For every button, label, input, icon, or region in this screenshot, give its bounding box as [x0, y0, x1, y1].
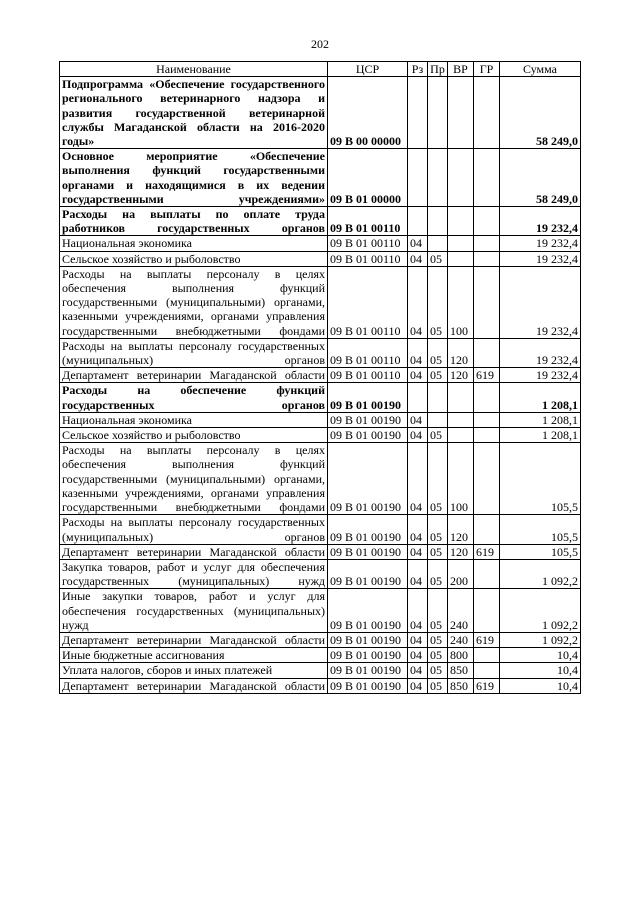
- cell-rz: 04: [408, 678, 428, 693]
- cell-name: Департамент ветеринарии Магаданской области: [60, 678, 328, 693]
- cell-sum: 19 232,4: [500, 207, 581, 236]
- cell-pr: [428, 236, 448, 251]
- cell-name: Расходы на выплаты персоналу в целях обеспечения выполнения функций государственными (муниципальными) органами, казенными учреждениями, органами управления государственными внебюджетными фондами: [60, 443, 328, 515]
- cell-vr: [448, 207, 474, 236]
- table-row: [60, 428, 581, 443]
- cell-gr: [474, 515, 500, 544]
- table-row: [60, 443, 581, 515]
- table-row: [60, 77, 581, 149]
- cell-rz: [408, 383, 428, 412]
- cell-rz: 04: [408, 428, 428, 443]
- cell-gr: [474, 589, 500, 633]
- table-row: [60, 663, 581, 678]
- cell-pr: [428, 149, 448, 207]
- cell-rz: 04: [408, 412, 428, 427]
- table-row: [60, 412, 581, 427]
- cell-name: Расходы на выплаты персоналу государственных (муниципальных) органов: [60, 338, 328, 367]
- cell-rz: 04: [408, 648, 428, 663]
- cell-vr: 120: [448, 338, 474, 367]
- cell-pr: [428, 383, 448, 412]
- cell-pr: 05: [428, 663, 448, 678]
- cell-csr: 09 В 01 00110: [328, 251, 408, 266]
- cell-sum: 105,5: [500, 544, 581, 559]
- header-sum: Сумма: [500, 62, 581, 77]
- table-row: [60, 632, 581, 647]
- cell-csr: 09 В 01 00190: [328, 383, 408, 412]
- cell-csr: 09 В 01 00190: [328, 632, 408, 647]
- cell-rz: 04: [408, 559, 428, 588]
- cell-sum: 105,5: [500, 515, 581, 544]
- cell-sum: 19 232,4: [500, 338, 581, 367]
- cell-vr: 850: [448, 678, 474, 693]
- cell-csr: 09 В 01 00190: [328, 648, 408, 663]
- cell-sum: 1 208,1: [500, 383, 581, 412]
- cell-rz: 04: [408, 632, 428, 647]
- cell-gr: [474, 338, 500, 367]
- budget-table: [59, 61, 581, 694]
- table-row: [60, 266, 581, 338]
- cell-csr: 09 В 01 00110: [328, 236, 408, 251]
- cell-name: Уплата налогов, сборов и иных платежей: [60, 663, 328, 678]
- cell-sum: 10,4: [500, 678, 581, 693]
- cell-pr: 05: [428, 338, 448, 367]
- cell-sum: 1 092,2: [500, 589, 581, 633]
- cell-rz: 04: [408, 236, 428, 251]
- cell-gr: [474, 236, 500, 251]
- cell-gr: [474, 559, 500, 588]
- cell-vr: 120: [448, 544, 474, 559]
- cell-gr: [474, 443, 500, 515]
- cell-gr: [474, 663, 500, 678]
- cell-name: Закупка товаров, работ и услуг для обеспечения государственных (муниципальных) нужд: [60, 559, 328, 588]
- table-row: [60, 149, 581, 207]
- cell-rz: [408, 149, 428, 207]
- cell-gr: [474, 266, 500, 338]
- cell-sum: 58 249,0: [500, 149, 581, 207]
- table-row: [60, 236, 581, 251]
- cell-rz: [408, 77, 428, 149]
- cell-name: Сельское хозяйство и рыболовство: [60, 251, 328, 266]
- cell-csr: 09 В 01 00190: [328, 678, 408, 693]
- cell-name: Департамент ветеринарии Магаданской области: [60, 632, 328, 647]
- cell-vr: 100: [448, 266, 474, 338]
- cell-sum: 1 092,2: [500, 559, 581, 588]
- cell-name: Национальная экономика: [60, 236, 328, 251]
- cell-pr: [428, 207, 448, 236]
- cell-gr: [474, 77, 500, 149]
- table-body: [60, 77, 581, 694]
- cell-sum: 10,4: [500, 648, 581, 663]
- cell-pr: 05: [428, 678, 448, 693]
- cell-csr: 09 В 01 00190: [328, 428, 408, 443]
- cell-rz: 04: [408, 368, 428, 383]
- cell-vr: [448, 77, 474, 149]
- cell-sum: 19 232,4: [500, 266, 581, 338]
- cell-sum: 58 249,0: [500, 77, 581, 149]
- cell-csr: 09 В 01 00190: [328, 589, 408, 633]
- cell-pr: 05: [428, 544, 448, 559]
- cell-vr: [448, 383, 474, 412]
- cell-vr: [448, 251, 474, 266]
- cell-pr: 05: [428, 266, 448, 338]
- cell-name: Иные закупки товаров, работ и услуг для обеспечения государственных (муниципальных) нужд: [60, 589, 328, 633]
- cell-csr: 09 В 01 00110: [328, 368, 408, 383]
- header-vr: ВР: [448, 62, 474, 77]
- cell-pr: 05: [428, 368, 448, 383]
- cell-csr: 09 В 01 00190: [328, 412, 408, 427]
- cell-name: Подпрограмма «Обеспечение государственного регионального ветеринарного надзора и развития государственной ветеринарной службы Магаданской области на 2016-2020 годы»: [60, 77, 328, 149]
- cell-name: Сельское хозяйство и рыболовство: [60, 428, 328, 443]
- cell-pr: 05: [428, 589, 448, 633]
- cell-name: Иные бюджетные ассигнования: [60, 648, 328, 663]
- header-csr: ЦСР: [328, 62, 408, 77]
- cell-vr: 240: [448, 589, 474, 633]
- cell-gr: [474, 207, 500, 236]
- cell-vr: [448, 149, 474, 207]
- header-pr: Пр: [428, 62, 448, 77]
- cell-name: Национальная экономика: [60, 412, 328, 427]
- table-row: [60, 383, 581, 412]
- cell-rz: 04: [408, 443, 428, 515]
- cell-name: Департамент ветеринарии Магаданской области: [60, 544, 328, 559]
- cell-csr: 09 В 01 00110: [328, 207, 408, 236]
- cell-sum: 19 232,4: [500, 368, 581, 383]
- cell-sum: 1 092,2: [500, 632, 581, 647]
- header-name: Наименование: [60, 62, 328, 77]
- table-row: [60, 368, 581, 383]
- cell-name: Расходы на выплаты персоналу государственных (муниципальных) органов: [60, 515, 328, 544]
- cell-vr: [448, 428, 474, 443]
- cell-vr: 100: [448, 443, 474, 515]
- cell-sum: 1 208,1: [500, 428, 581, 443]
- cell-pr: [428, 77, 448, 149]
- cell-sum: 1 208,1: [500, 412, 581, 427]
- cell-sum: 19 232,4: [500, 236, 581, 251]
- cell-name: Департамент ветеринарии Магаданской области: [60, 368, 328, 383]
- cell-pr: 05: [428, 443, 448, 515]
- table-row: [60, 648, 581, 663]
- cell-csr: 09 В 01 00000: [328, 149, 408, 207]
- cell-gr: [474, 428, 500, 443]
- cell-sum: 10,4: [500, 663, 581, 678]
- cell-rz: 04: [408, 266, 428, 338]
- cell-pr: [428, 412, 448, 427]
- cell-pr: 05: [428, 632, 448, 647]
- cell-gr: [474, 149, 500, 207]
- cell-gr: [474, 648, 500, 663]
- cell-gr: [474, 251, 500, 266]
- cell-name: Основное мероприятие «Обеспечение выполнения функций государственными органами и находящимися в их ведении государственными учреждениями»: [60, 149, 328, 207]
- cell-name: Расходы на выплаты персоналу в целях обеспечения выполнения функций государственными (муниципальными) органами, казенными учреждениями, органами управления государственными внебюджетными фондами: [60, 266, 328, 338]
- table-row: [60, 544, 581, 559]
- cell-sum: 19 232,4: [500, 251, 581, 266]
- cell-csr: 09 В 01 00190: [328, 544, 408, 559]
- table-row: [60, 589, 581, 633]
- cell-vr: 120: [448, 515, 474, 544]
- cell-gr: [474, 383, 500, 412]
- cell-csr: 09 В 01 00110: [328, 338, 408, 367]
- cell-gr: 619: [474, 632, 500, 647]
- cell-rz: 04: [408, 338, 428, 367]
- cell-vr: 800: [448, 648, 474, 663]
- cell-name: Расходы на выплаты по оплате труда работников государственных органов: [60, 207, 328, 236]
- cell-csr: 09 В 01 00190: [328, 443, 408, 515]
- page-number: 202: [311, 37, 329, 51]
- cell-rz: 04: [408, 589, 428, 633]
- cell-vr: 200: [448, 559, 474, 588]
- cell-rz: 04: [408, 544, 428, 559]
- cell-vr: 850: [448, 663, 474, 678]
- table-row: [60, 515, 581, 544]
- table-row: [60, 338, 581, 367]
- cell-gr: [474, 412, 500, 427]
- cell-vr: [448, 412, 474, 427]
- header-gr: ГР: [474, 62, 500, 77]
- cell-pr: 05: [428, 515, 448, 544]
- cell-vr: 120: [448, 368, 474, 383]
- cell-csr: 09 В 01 00190: [328, 663, 408, 678]
- cell-pr: 05: [428, 428, 448, 443]
- cell-pr: 05: [428, 251, 448, 266]
- cell-gr: 619: [474, 368, 500, 383]
- cell-sum: 105,5: [500, 443, 581, 515]
- header-rz: Рз: [408, 62, 428, 77]
- cell-name: Расходы на обеспечение функций государственных органов: [60, 383, 328, 412]
- cell-rz: 04: [408, 515, 428, 544]
- cell-pr: 05: [428, 648, 448, 663]
- cell-csr: 09 В 01 00190: [328, 559, 408, 588]
- table-row: [60, 251, 581, 266]
- table-row: [60, 678, 581, 693]
- cell-rz: 04: [408, 251, 428, 266]
- cell-pr: 05: [428, 559, 448, 588]
- cell-gr: 619: [474, 678, 500, 693]
- cell-csr: 09 В 01 00110: [328, 266, 408, 338]
- table-row: [60, 207, 581, 236]
- table-row: [60, 559, 581, 588]
- cell-rz: [408, 207, 428, 236]
- cell-csr: 09 В 01 00190: [328, 515, 408, 544]
- cell-gr: 619: [474, 544, 500, 559]
- cell-vr: [448, 236, 474, 251]
- cell-rz: 04: [408, 663, 428, 678]
- cell-csr: 09 В 00 00000: [328, 77, 408, 149]
- cell-vr: 240: [448, 632, 474, 647]
- table-header-row: [60, 62, 581, 77]
